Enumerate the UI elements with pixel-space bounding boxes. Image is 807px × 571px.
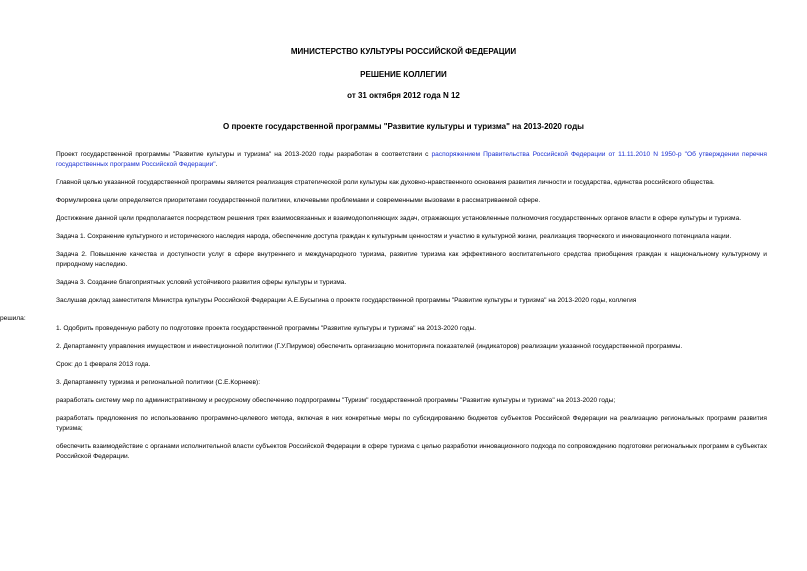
paragraph-task-3: Задача 3. Создание благоприятных условий устойчивого развития сферы культуры и туризма. bbox=[56, 279, 347, 286]
resolution-item-2: 2. Департаменту управления имуществом и инвестиционной политики (Г.У.Пирумов) обеспечить организацию мониторинга показателей (индикаторов) реализации указанной государственной программы. bbox=[56, 343, 683, 350]
document-title: О проекте государственной программы "Развитие культуры и туризма" на 2013-2020 годы bbox=[223, 122, 584, 131]
resolution-item-3: 3. Департаменту туризма и региональной политики (С.Е.Корнеев): bbox=[56, 379, 261, 386]
resolution-item-3-b: разработать предложения по использованию программно-целевого метода, включая в них конкретные меры по субсидированию бюджетов субъектов Российской Федерации на реализацию региональных программ развития туризма; bbox=[56, 415, 767, 432]
paragraph-task-2: Задача 2. Повышение качества и доступности услуг в сфере внутреннего и международного туризма, развитие туризма как эффективного воспитательного средства приобщения граждан к национальному культурному и природному наследию. bbox=[56, 251, 767, 268]
resolution-item-3-a: разработать систему мер по административному и ресурсному обеспечению подпрограммы "Туризм" государственной программы "Развитие культуры и туризма" на 2013-2020 годы; bbox=[56, 397, 616, 404]
decision-date: от 31 октября 2012 года N 12 bbox=[347, 91, 460, 100]
resolved-label: решила: bbox=[0, 315, 26, 322]
paragraph-report: Заслушав доклад заместителя Министра культуры Российской Федерации А.Е.Бусыгина о проекте государственной программы "Развитие культуры и туризма" на 2013-2020 годы, коллегия bbox=[56, 297, 637, 304]
resolution-item-1: 1. Одобрить проведенную работу по подготовке проекта государственной программы "Развитие культуры и туризма" на 2013-2020 годы. bbox=[56, 325, 477, 332]
paragraph-task-1: Задача 1. Сохранение культурного и исторического наследия народа, обеспечение доступа граждан к культурным ценностям и участию в культурной жизни, реализация творческого и инновационного потенциала нации. bbox=[56, 233, 732, 240]
paragraph-basis bbox=[56, 150, 767, 170]
resolution-item-3-c: обеспечить взаимодействие с органами исполнительной власти субъектов Российской Федерации в сфере туризма с целью разработки инновационного подхода по сопровождению подготовки региональных программ в субъектах Российской Федерации. bbox=[56, 443, 767, 460]
ministry-heading: МИНИСТЕРСТВО КУЛЬТУРЫ РОССИЙСКОЙ ФЕДЕРАЦИИ bbox=[290, 47, 517, 56]
paragraph-basis-end: . bbox=[215, 161, 218, 168]
government-order-link[interactable]: распоряжением Правительства Российской Федерации от 11.11.2010 N 1950-р "Об утверждении перечня государственных программ Российской Федерации" bbox=[56, 151, 767, 168]
deadline: Срок: до 1 февраля 2013 года. bbox=[56, 361, 151, 368]
paragraph-goal-definition: Формулировка цели определяется приоритетами государственной политики, ключевыми проблемами и современными вызовами в рассматриваемой сфере. bbox=[56, 197, 541, 204]
paragraph-goal: Главной целью указанной государственной программы является реализация стратегической роли культуры как духовно-нравственного основания развития личности и государства, единства российского общества. bbox=[56, 179, 715, 186]
paragraph-tasks-intro: Достижение данной цели предполагается посредством решения трех взаимосвязанных и взаимодополняющих задач, отражающих установленные полномочия государственных органов власти в сфере культуры и туризма. bbox=[56, 215, 742, 222]
paragraph-basis-text: Проект государственной программы "Развитие культуры и туризма" на 2013-2020 годы разработан в соответствии с bbox=[56, 151, 432, 158]
document-body bbox=[0, 150, 767, 462]
decision-heading: РЕШЕНИЕ КОЛЛЕГИИ bbox=[360, 70, 447, 79]
